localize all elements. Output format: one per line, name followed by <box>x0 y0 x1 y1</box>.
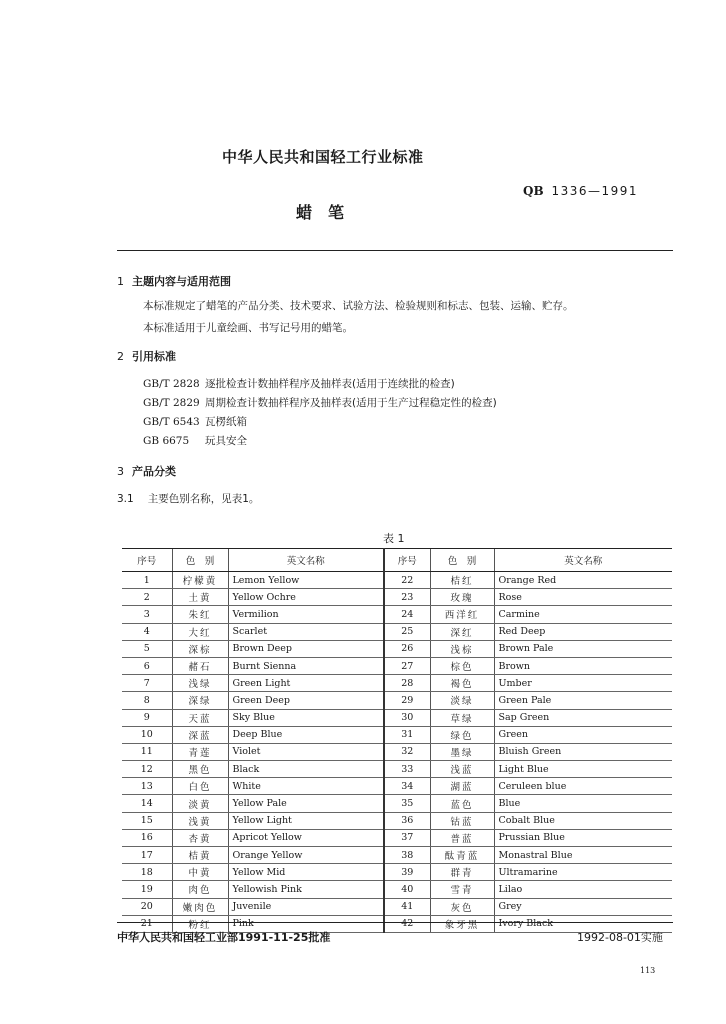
reference-item: GB/T 2829 周期检查计数抽样程序及抽样表(适用于生产过程稳定性的检查) <box>143 397 497 409</box>
color-chinese: 群青 <box>430 864 494 881</box>
row-number: 22 <box>384 572 430 589</box>
row-number: 34 <box>384 778 430 795</box>
color-chinese: 赭石 <box>172 657 228 674</box>
row-number: 14 <box>122 795 172 812</box>
row-number: 16 <box>122 829 172 846</box>
row-number: 19 <box>122 881 172 898</box>
table-row <box>122 812 672 829</box>
color-chinese: 大红 <box>172 623 228 640</box>
color-chinese: 绿色 <box>430 726 494 743</box>
color-english: Scarlet <box>228 623 384 640</box>
color-english: Lilao <box>494 881 672 898</box>
row-number: 1 <box>122 572 172 589</box>
header-divider <box>117 250 673 251</box>
color-chinese: 钴蓝 <box>430 812 494 829</box>
implementation-date: 1992-08-01实施 <box>577 931 663 944</box>
row-number: 35 <box>384 795 430 812</box>
section-1-paragraph-2: 本标准适用于儿童绘画、书写记号用的蜡笔。 <box>143 322 353 334</box>
ministry-header: 中华人民共和国轻工行业标准 <box>222 148 424 166</box>
row-number: 9 <box>122 709 172 726</box>
row-number: 7 <box>122 675 172 692</box>
row-number: 18 <box>122 864 172 881</box>
row-number: 15 <box>122 812 172 829</box>
row-number: 32 <box>384 743 430 760</box>
row-number: 40 <box>384 881 430 898</box>
row-number: 13 <box>122 778 172 795</box>
color-english: Yellow Ochre <box>228 589 384 606</box>
color-chinese: 酞青蓝 <box>430 847 494 864</box>
section-1-heading: 1 主题内容与适用范围 <box>117 275 231 288</box>
standard-code: 1336—1991 <box>551 184 639 198</box>
color-english: Violet <box>228 743 384 760</box>
color-english: Burnt Sienna <box>228 657 384 674</box>
table-row <box>122 726 672 743</box>
section-3-heading: 3 产品分类 <box>117 465 176 478</box>
color-chinese: 肉色 <box>172 881 228 898</box>
header-english: 英文名称 <box>494 549 672 572</box>
color-english: Black <box>228 761 384 778</box>
row-number: 10 <box>122 726 172 743</box>
row-number: 4 <box>122 623 172 640</box>
color-chinese: 浅绿 <box>172 675 228 692</box>
row-number: 42 <box>384 915 430 932</box>
color-chinese: 蓝色 <box>430 795 494 812</box>
reference-item: GB/T 6543 瓦楞纸箱 <box>143 416 247 428</box>
color-english: Monastral Blue <box>494 847 672 864</box>
table-header-row <box>122 549 672 572</box>
standard-prefix: QB <box>523 184 544 198</box>
color-english: Ivory Black <box>494 915 672 932</box>
table-row <box>122 743 672 760</box>
row-number: 36 <box>384 812 430 829</box>
row-number: 29 <box>384 692 430 709</box>
color-english: Sap Green <box>494 709 672 726</box>
table-row <box>122 864 672 881</box>
color-english: Apricot Yellow <box>228 829 384 846</box>
table-row <box>122 572 672 589</box>
color-english: Carmine <box>494 606 672 623</box>
color-chinese: 青莲 <box>172 743 228 760</box>
table-row <box>122 778 672 795</box>
color-english: Cobalt Blue <box>494 812 672 829</box>
reference-item: GB 6675 玩具安全 <box>143 435 247 447</box>
page-number: 113 <box>640 966 656 975</box>
row-number: 28 <box>384 675 430 692</box>
color-chinese: 深绿 <box>172 692 228 709</box>
color-english: Light Blue <box>494 761 672 778</box>
color-chinese: 浅黄 <box>172 812 228 829</box>
color-chinese: 浅棕 <box>430 640 494 657</box>
section-2-heading: 2 引用标准 <box>117 350 176 363</box>
color-english: Yellow Mid <box>228 864 384 881</box>
table-row <box>122 795 672 812</box>
row-number: 6 <box>122 657 172 674</box>
color-english: Umber <box>494 675 672 692</box>
color-chinese: 粉红 <box>172 915 228 932</box>
color-english: Juvenile <box>228 898 384 915</box>
color-chinese: 湖蓝 <box>430 778 494 795</box>
table-caption: 表 1 <box>383 532 405 545</box>
color-chinese: 中黄 <box>172 864 228 881</box>
row-number: 5 <box>122 640 172 657</box>
color-chinese: 普蓝 <box>430 829 494 846</box>
table-row <box>122 761 672 778</box>
row-number: 21 <box>122 915 172 932</box>
color-english: Prussian Blue <box>494 829 672 846</box>
color-english: Orange Red <box>494 572 672 589</box>
color-english: Rose <box>494 589 672 606</box>
color-english: Brown Deep <box>228 640 384 657</box>
color-chinese: 杏黄 <box>172 829 228 846</box>
color-chinese: 棕色 <box>430 657 494 674</box>
color-chinese: 墨绿 <box>430 743 494 760</box>
color-chinese: 白色 <box>172 778 228 795</box>
table-row <box>122 692 672 709</box>
row-number: 24 <box>384 606 430 623</box>
color-english: Sky Blue <box>228 709 384 726</box>
table-row <box>122 675 672 692</box>
color-english: Brown <box>494 657 672 674</box>
table-row <box>122 898 672 915</box>
table-row <box>122 829 672 846</box>
table-row <box>122 589 672 606</box>
color-english: Green Light <box>228 675 384 692</box>
color-chinese: 黑色 <box>172 761 228 778</box>
color-chinese: 淡黄 <box>172 795 228 812</box>
table-row <box>122 606 672 623</box>
standard-number <box>523 184 638 198</box>
table-row <box>122 881 672 898</box>
color-english: White <box>228 778 384 795</box>
row-number: 37 <box>384 829 430 846</box>
color-chinese: 玫瑰 <box>430 589 494 606</box>
header-no: 序号 <box>384 549 430 572</box>
row-number: 20 <box>122 898 172 915</box>
color-chinese: 天蓝 <box>172 709 228 726</box>
color-chinese: 朱红 <box>172 606 228 623</box>
color-chinese: 淡绿 <box>430 692 494 709</box>
row-number: 26 <box>384 640 430 657</box>
row-number: 30 <box>384 709 430 726</box>
header-color: 色 别 <box>172 549 228 572</box>
table-row <box>122 640 672 657</box>
color-english: Ceruleen blue <box>494 778 672 795</box>
row-number: 33 <box>384 761 430 778</box>
color-english: Lemon Yellow <box>228 572 384 589</box>
row-number: 23 <box>384 589 430 606</box>
color-chinese: 浅蓝 <box>430 761 494 778</box>
color-english: Brown Pale <box>494 640 672 657</box>
color-chinese: 深红 <box>430 623 494 640</box>
color-chinese: 深棕 <box>172 640 228 657</box>
row-number: 41 <box>384 898 430 915</box>
color-english: Bluish Green <box>494 743 672 760</box>
color-chinese: 柠檬黄 <box>172 572 228 589</box>
color-chinese: 灰色 <box>430 898 494 915</box>
color-name-table <box>122 548 672 933</box>
section-3-1-text: 3.1 主要色别名称，见表1。 <box>117 493 260 505</box>
color-english: Green Deep <box>228 692 384 709</box>
color-chinese: 土黄 <box>172 589 228 606</box>
color-english: Blue <box>494 795 672 812</box>
row-number: 31 <box>384 726 430 743</box>
header-english: 英文名称 <box>228 549 384 572</box>
color-english: Vermilion <box>228 606 384 623</box>
document-title: 蜡 笔 <box>296 203 345 222</box>
color-chinese: 桔黄 <box>172 847 228 864</box>
color-english: Red Deep <box>494 623 672 640</box>
table-row <box>122 657 672 674</box>
color-english: Yellowish Pink <box>228 881 384 898</box>
table-row <box>122 847 672 864</box>
row-number: 11 <box>122 743 172 760</box>
color-english: Yellow Pale <box>228 795 384 812</box>
row-number: 2 <box>122 589 172 606</box>
table-row <box>122 709 672 726</box>
color-chinese: 深蓝 <box>172 726 228 743</box>
footer-divider <box>117 922 673 923</box>
color-english: Orange Yellow <box>228 847 384 864</box>
row-number: 8 <box>122 692 172 709</box>
header-no: 序号 <box>122 549 172 572</box>
row-number: 3 <box>122 606 172 623</box>
color-english: Pink <box>228 915 384 932</box>
row-number: 38 <box>384 847 430 864</box>
color-chinese: 西洋红 <box>430 606 494 623</box>
color-english: Ultramarine <box>494 864 672 881</box>
color-english: Green <box>494 726 672 743</box>
color-chinese: 草绿 <box>430 709 494 726</box>
row-number: 25 <box>384 623 430 640</box>
table-row <box>122 623 672 640</box>
row-number: 17 <box>122 847 172 864</box>
color-english: Green Pale <box>494 692 672 709</box>
reference-item: GB/T 2828 逐批检查计数抽样程序及抽样表(适用于连续批的检查) <box>143 378 455 390</box>
color-english: Deep Blue <box>228 726 384 743</box>
color-chinese: 雪青 <box>430 881 494 898</box>
color-chinese: 褐色 <box>430 675 494 692</box>
approval-note: 中华人民共和国轻工业部1991-11-25批准 <box>117 931 331 944</box>
row-number: 39 <box>384 864 430 881</box>
color-english: Grey <box>494 898 672 915</box>
row-number: 27 <box>384 657 430 674</box>
color-chinese: 象牙黑 <box>430 915 494 932</box>
color-chinese: 桔红 <box>430 572 494 589</box>
section-1-paragraph-1: 本标准规定了蜡笔的产品分类、技术要求、试验方法、检验规则和标志、包装、运输、贮存。 <box>143 300 574 312</box>
row-number: 12 <box>122 761 172 778</box>
header-color: 色 别 <box>430 549 494 572</box>
color-chinese: 嫩肉色 <box>172 898 228 915</box>
color-english: Yellow Light <box>228 812 384 829</box>
